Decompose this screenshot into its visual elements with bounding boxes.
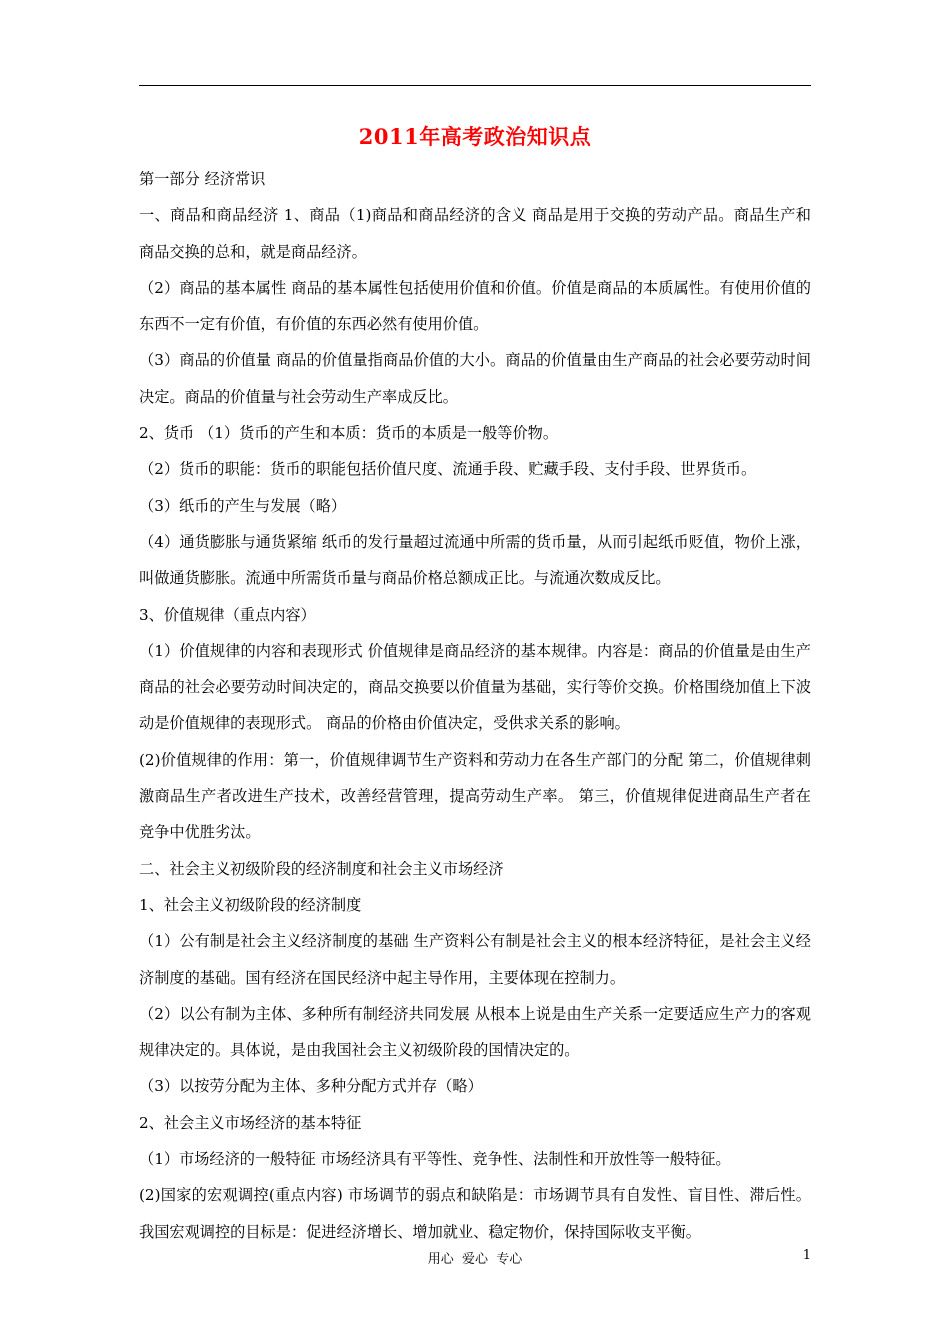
paragraph: （2）商品的基本属性 商品的基本属性包括使用价值和价值。价值是商品的本质属性。有使用价值的东西不一定有价值，有价值的东西必然有使用价值。 — [139, 278, 811, 334]
paragraph: （1）公有制是社会主义经济制度的基础 生产资料公有制是社会主义的根本经济特征，是社会主义经济制度的基础。国有经济在国民经济中起主导作用，主要体现在控制力。 — [139, 932, 811, 987]
paragraph: （3）以按劳分配为主体、多种分配方式并存（略） — [139, 1077, 483, 1096]
paragraph: 2、社会主义市场经济的基本特征 — [139, 1113, 362, 1132]
paragraph: （3）商品的价值量 商品的价值量指商品价值的大小。商品的价值量由生产商品的社会必要劳动时间决定。商品的价值量与社会劳动生产率成反比。 — [139, 351, 811, 406]
header-rule — [139, 85, 811, 86]
document-title: 2011年高考政治知识点 — [358, 124, 592, 149]
document-body — [139, 161, 811, 1250]
page-footer — [139, 1248, 811, 1270]
paragraph: (2)价值规律的作用：第一，价值规律调节生产资料和劳动力在各生产部门的分配 第二，价值规律刺激商品生产者改进生产技术，改善经营管理，提高劳动生产率。 第三，价值规律促进商品生产者在竞争中优胜劣汰。 — [139, 750, 811, 842]
paragraph: （4）通货膨胀与通货紧缩 纸币的发行量超过流通中所需的货币量，从而引起纸币贬值，物价上涨，叫做通货膨胀。流通中所需货币量与商品价格总额成正比。与流通次数成反比。 — [139, 532, 811, 588]
footer-slogan: 用心 爱心 专心 — [427, 1252, 523, 1267]
paragraph: (2)国家的宏观调控(重点内容) 市场调节的弱点和缺陷是：市场调节具有自发性、盲目性、滞后性。 我国宏观调控的目标是：促进经济增长、增加就业、稳定物价，保持国际收支平衡。 — [139, 1186, 811, 1241]
paragraph: （1）市场经济的一般特征 市场经济具有平等性、竞争性、法制性和开放性等一般特征。 — [139, 1150, 731, 1169]
page-number: 1 — [802, 1248, 811, 1263]
paragraph: （3）纸币的产生与发展（略） — [139, 496, 347, 515]
paragraph: （1）价值规律的内容和表现形式 价值规律是商品经济的基本规律。内容是：商品的价值量是由生产商品的社会必要劳动时间决定的，商品交换要以价值量为基础，实行等价交换。价格围绕加值上下波动是价值规律的表现形式。 商品的价格由价值决定，受供求关系的影响。 — [139, 641, 811, 733]
paragraph: 1、社会主义初级阶段的经济制度 — [139, 895, 362, 914]
paragraph: 一、商品和商品经济 1、商品（1)商品和商品经济的含义 商品是用于交换的劳动产品。商品生产和商品交换的总和，就是商品经济。 — [139, 206, 811, 261]
paragraph: 3、价值规律（重点内容） — [139, 605, 316, 624]
paragraph: 第一部分 经济常识 — [139, 170, 266, 188]
paragraph: （2）货币的职能：货币的职能包括价值尺度、流通手段、贮藏手段、支付手段、世界货币。 — [139, 460, 757, 479]
paragraph: 二、社会主义初级阶段的经济制度和社会主义市场经济 — [139, 859, 504, 878]
paragraph: （2）以公有制为主体、多种所有制经济共同发展 从根本上说是由生产关系一定要适应生产力的客观规律决定的。具体说，是由我国社会主义初级阶段的国情决定的。 — [139, 1004, 811, 1060]
paragraph: 2、货币 （1）货币的产生和本质：货币的本质是一般等价物。 — [139, 424, 559, 443]
